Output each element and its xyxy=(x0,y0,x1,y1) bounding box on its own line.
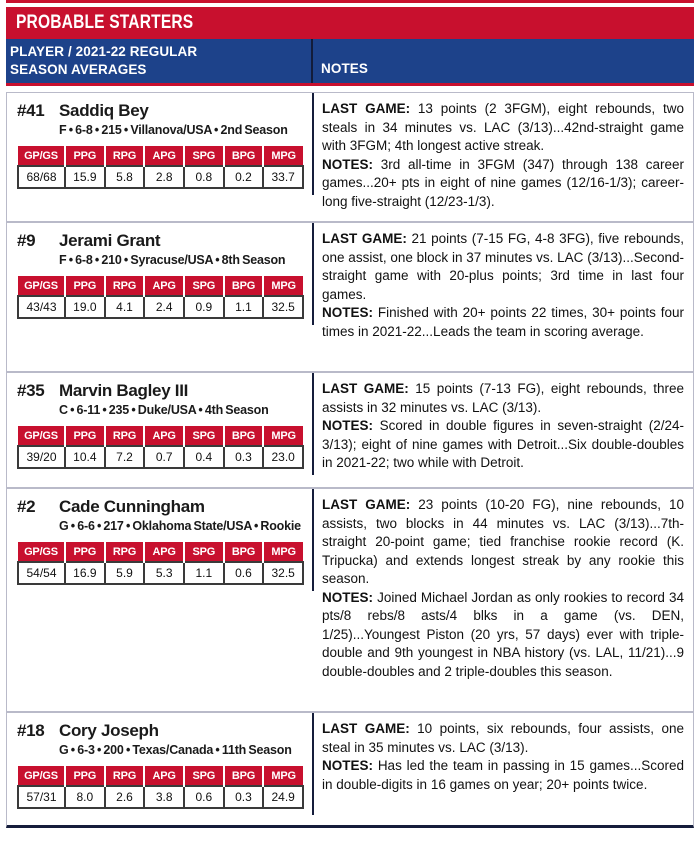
stat-header: RPG xyxy=(105,426,145,446)
player-info: G • 6-6 • 217 • Oklahoma State/USA • Rookie xyxy=(59,519,301,534)
player-row xyxy=(7,93,693,221)
stat-header: APG xyxy=(144,542,184,562)
notes-text: Joined Michael Jordan as only rookies to record 34 pts/8 rebs/8 asts/4 blks in a game (vs. DEN, 1/25)...Youngest Piston (20 yrs, 57 days) ever with triple-double and 9th youngest in NBA history (vs. LAL, 11/21)...9 double-doubles and 2 triple-doubles this season. xyxy=(322,589,684,679)
column-header-notes-label: NOTES xyxy=(321,61,369,77)
player-number: #9 xyxy=(17,231,36,251)
last-game-text: 10 points, six rebounds, four assists, one steal in 35 minutes vs. LAC (3/13). xyxy=(322,721,684,755)
stat-value: 0.2 xyxy=(224,166,264,188)
stat-header: GP/GS xyxy=(18,276,65,296)
stats-table xyxy=(17,426,304,469)
stat-header: PPG xyxy=(65,766,105,786)
stat-header: APG xyxy=(144,146,184,166)
notes-cell xyxy=(314,713,693,825)
stat-header: SPG xyxy=(184,146,224,166)
player-info: F • 6-8 • 215 • Villanova/USA • 2nd Season xyxy=(59,123,288,138)
stat-value: 43/43 xyxy=(18,296,65,318)
top-red-rule xyxy=(6,0,694,3)
stat-header: APG xyxy=(144,426,184,446)
player-name: Cade Cunningham xyxy=(59,497,205,517)
player-name: Saddiq Bey xyxy=(59,101,149,121)
stat-header: SPG xyxy=(184,276,224,296)
starters-table xyxy=(6,92,694,828)
stat-value: 2.4 xyxy=(144,296,184,318)
stat-header: MPG xyxy=(263,146,303,166)
stat-value: 15.9 xyxy=(65,166,105,188)
stat-value: 0.9 xyxy=(184,296,224,318)
last-game-note xyxy=(322,380,684,417)
last-game-text: 21 points (7-15 FG, 4-8 3FG), five rebounds, one assist, one block in 37 minutes vs. LAC (3/13)...Second-straight game with 20-plus points; 3rd time in last four games. xyxy=(322,231,684,302)
stat-value: 2.6 xyxy=(105,786,145,808)
notes-cell xyxy=(314,93,693,221)
stat-value: 24.9 xyxy=(263,786,303,808)
column-headers xyxy=(6,39,694,86)
stat-header: GP/GS xyxy=(18,542,65,562)
player-number: #41 xyxy=(17,101,45,121)
notes-note xyxy=(322,589,684,682)
last-game-text: 23 points (10-20 FG), nine rebounds, 10 assists, two blocks in 44 minutes vs. LAC (3/13)...7th-straight 20-point game; tied franchise rookie record (K. Tripucka) and extends longest streak by any rookie this season. xyxy=(322,497,684,587)
notes-label: NOTES: xyxy=(322,305,374,321)
last-game-note xyxy=(322,100,684,156)
player-row xyxy=(7,221,693,371)
notes-note xyxy=(322,757,684,794)
page-title: PROBABLE STARTERS xyxy=(16,12,194,33)
stats-table xyxy=(17,542,304,585)
stats-table xyxy=(17,766,304,809)
notes-label: NOTES: xyxy=(322,758,374,774)
notes-text: Scored in double figures in seven-straight (2/24-3/13); eight of nine games with Detroit...Six double-doubles in 2021-22; two while with Detroit. xyxy=(322,418,684,471)
player-row xyxy=(7,711,693,825)
stat-header: GP/GS xyxy=(18,766,65,786)
stat-value: 33.7 xyxy=(263,166,303,188)
stat-value: 0.8 xyxy=(184,166,224,188)
stat-header: RPG xyxy=(105,276,145,296)
stat-value: 0.7 xyxy=(144,446,184,468)
stat-header: MPG xyxy=(263,426,303,446)
stat-header: RPG xyxy=(105,146,145,166)
stat-header: APG xyxy=(144,276,184,296)
stat-value: 10.4 xyxy=(65,446,105,468)
player-cell xyxy=(7,93,314,221)
player-cell xyxy=(7,373,314,487)
stat-value: 0.6 xyxy=(184,786,224,808)
stat-value: 5.8 xyxy=(105,166,145,188)
stat-value: 32.5 xyxy=(263,562,303,584)
notes-label: NOTES: xyxy=(322,156,374,172)
stat-header: SPG xyxy=(184,766,224,786)
stat-header: BPG xyxy=(224,542,264,562)
notes-text: 3rd all-time in 3FGM (347) through 138 career games...20+ pts in eight of nine games (12/16-1/3); career-long five-straight (12/23-1/3). xyxy=(322,156,684,209)
notes-cell xyxy=(314,223,693,371)
notes-label: NOTES: xyxy=(322,418,374,434)
stat-header: MPG xyxy=(263,766,303,786)
notes-cell xyxy=(314,373,693,487)
stat-header: APG xyxy=(144,766,184,786)
player-name: Jerami Grant xyxy=(59,231,161,251)
last-game-note xyxy=(322,496,684,589)
stat-header: MPG xyxy=(263,276,303,296)
stat-value: 5.3 xyxy=(144,562,184,584)
notes-cell xyxy=(314,489,693,711)
player-name: Marvin Bagley III xyxy=(59,381,189,401)
title-bar xyxy=(6,7,694,39)
stat-value: 7.2 xyxy=(105,446,145,468)
stat-value: 1.1 xyxy=(224,296,264,318)
notes-note xyxy=(322,417,684,473)
stat-header: SPG xyxy=(184,542,224,562)
notes-text: Has led the team in passing in 15 games...Scored in double-digits in 16 games on year; 20+ points twice. xyxy=(322,758,684,792)
stat-header: BPG xyxy=(224,276,264,296)
player-row xyxy=(7,487,693,711)
last-game-label: LAST GAME: xyxy=(322,381,409,397)
player-row xyxy=(7,371,693,487)
player-cell xyxy=(7,489,314,711)
player-number: #2 xyxy=(17,497,36,517)
player-info: C • 6-11 • 235 • Duke/USA • 4th Season xyxy=(59,403,269,418)
stat-value: 68/68 xyxy=(18,166,65,188)
stat-header: BPG xyxy=(224,426,264,446)
player-info: F • 6-8 • 210 • Syracuse/USA • 8th Season xyxy=(59,253,286,268)
player-cell xyxy=(7,713,314,825)
stat-value: 57/31 xyxy=(18,786,65,808)
stat-header: PPG xyxy=(65,146,105,166)
notes-text: Finished with 20+ points 22 times, 30+ points four times in 2021-22...Leads the team in scoring average. xyxy=(322,305,684,339)
stats-table xyxy=(17,276,304,319)
player-number: #35 xyxy=(17,381,45,401)
stat-value: 1.1 xyxy=(184,562,224,584)
stat-value: 0.6 xyxy=(224,562,264,584)
stat-value: 32.5 xyxy=(263,296,303,318)
stat-header: PPG xyxy=(65,276,105,296)
stat-value: 0.3 xyxy=(224,786,264,808)
stat-header: GP/GS xyxy=(18,426,65,446)
notes-note xyxy=(322,304,684,341)
last-game-label: LAST GAME: xyxy=(322,101,411,117)
stat-value: 19.0 xyxy=(65,296,105,318)
last-game-note xyxy=(322,230,684,304)
stat-header: RPG xyxy=(105,766,145,786)
notes-label: NOTES: xyxy=(322,589,374,605)
player-name: Cory Joseph xyxy=(59,721,159,741)
stat-value: 16.9 xyxy=(65,562,105,584)
player-number: #18 xyxy=(17,721,45,741)
stat-header: MPG xyxy=(263,542,303,562)
stat-header: PPG xyxy=(65,542,105,562)
stat-header: GP/GS xyxy=(18,146,65,166)
stat-value: 0.3 xyxy=(224,446,264,468)
column-header-player-label: PLAYER / 2021-22 REGULAR SEASON AVERAGES xyxy=(10,44,198,78)
stat-value: 4.1 xyxy=(105,296,145,318)
column-header-player xyxy=(6,39,313,83)
last-game-note xyxy=(322,720,684,757)
notes-note xyxy=(322,156,684,212)
stat-header: SPG xyxy=(184,426,224,446)
stat-value: 0.4 xyxy=(184,446,224,468)
stat-value: 39/20 xyxy=(18,446,65,468)
stat-value: 54/54 xyxy=(18,562,65,584)
last-game-text: 15 points (7-13 FG), eight rebounds, three assists in 32 minutes vs. LAC (3/13). xyxy=(322,381,684,415)
stat-value: 2.8 xyxy=(144,166,184,188)
stat-value: 3.8 xyxy=(144,786,184,808)
column-header-notes xyxy=(313,39,694,83)
player-info: G • 6-3 • 200 • Texas/Canada • 11th Season xyxy=(59,743,292,758)
stat-value: 5.9 xyxy=(105,562,145,584)
last-game-label: LAST GAME: xyxy=(322,231,407,247)
stat-value: 23.0 xyxy=(263,446,303,468)
stats-table xyxy=(17,146,304,189)
stat-header: BPG xyxy=(224,766,264,786)
last-game-label: LAST GAME: xyxy=(322,497,411,513)
stat-header: BPG xyxy=(224,146,264,166)
stat-header: RPG xyxy=(105,542,145,562)
last-game-label: LAST GAME: xyxy=(322,721,410,737)
stat-value: 8.0 xyxy=(65,786,105,808)
player-cell xyxy=(7,223,314,371)
stat-header: PPG xyxy=(65,426,105,446)
last-game-text: 13 points (2 3FGM), eight rebounds, two steals in 34 minutes vs. LAC (3/13)...42nd-straight game with 3FGM; 4th longest active streak. xyxy=(322,101,684,154)
